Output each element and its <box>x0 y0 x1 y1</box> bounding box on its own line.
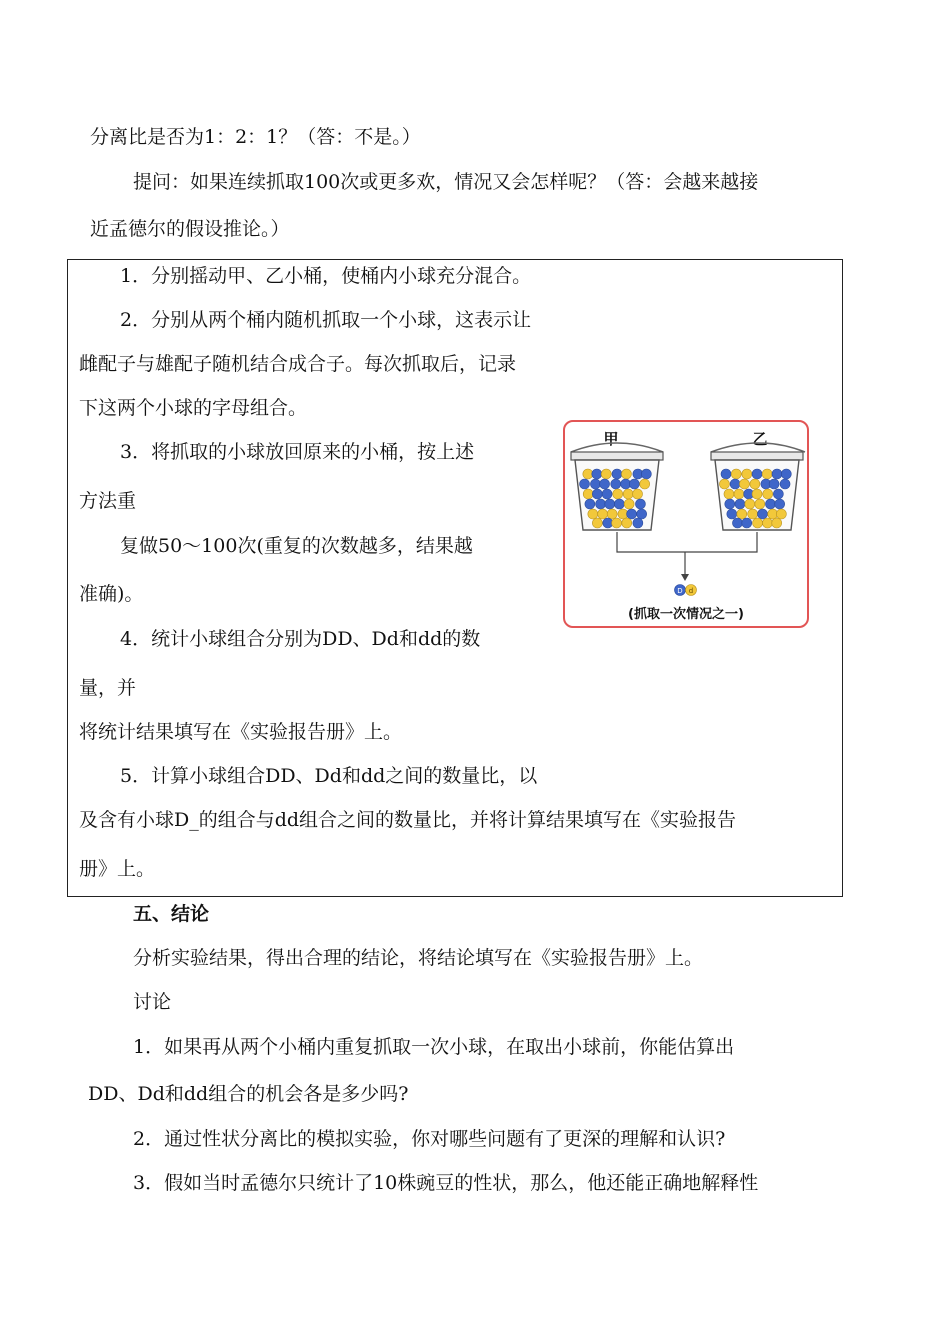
ball-dominant <box>611 479 621 489</box>
ball-dominant <box>590 479 600 489</box>
intro-line-3: 近孟德尔的假设推论。） <box>90 218 290 240</box>
connector-line <box>617 532 757 552</box>
ball-recessive <box>607 509 617 519</box>
ball-dominant <box>580 479 590 489</box>
ball-recessive <box>750 479 760 489</box>
bucket-diagram <box>565 422 807 626</box>
step-2-line-1: 2．分别从两个桶内随机抓取一个小球，这表示让 <box>120 309 532 331</box>
ball-dominant <box>721 469 731 479</box>
ball-recessive <box>742 469 752 479</box>
ball-recessive <box>745 499 755 509</box>
ball-recessive <box>731 469 741 479</box>
ball-recessive <box>601 469 611 479</box>
step-2-line-2: 雌配子与雄配子随机结合成合子。每次抓取后，记录 <box>79 353 517 375</box>
ball-dominant <box>633 518 643 528</box>
question-1-line-1: 1．如果再从两个小桶内重复抓取一次小球，在取出小球前，你能估算出 <box>133 1036 735 1058</box>
ball-dominant <box>742 518 752 528</box>
ball-recessive <box>623 489 633 499</box>
ball-dominant <box>735 499 745 509</box>
ball-dominant <box>641 469 651 479</box>
ball-dominant <box>596 499 606 509</box>
conclusion-text: 分析实验结果，得出合理的结论，将结论填写在《实验报告册》上。 <box>133 947 704 969</box>
step-3-line-3: 复做50～100次(重复的次数越多，结果越 <box>120 535 473 557</box>
discussion-heading: 讨论 <box>133 991 172 1013</box>
ball-dominant <box>605 499 615 509</box>
ball-recessive <box>583 489 593 499</box>
ball-dominant <box>603 518 613 528</box>
ball-dominant <box>637 509 647 519</box>
step-5-line-1: 5．计算小球组合DD、Dd和dd之间的数量比，以 <box>120 765 538 787</box>
ball-dominant <box>585 499 595 509</box>
ball-recessive <box>752 489 762 499</box>
ball-dominant <box>772 469 782 479</box>
ball-dominant <box>780 479 790 489</box>
ball-recessive <box>762 518 772 528</box>
section-heading-conclusion: 五、结论 <box>133 903 210 925</box>
ball-recessive <box>737 509 747 519</box>
bucket-right <box>711 443 805 530</box>
ball-dominant <box>781 469 791 479</box>
picked-ball-dominant-label: D <box>677 587 683 595</box>
ball-recessive <box>588 509 598 519</box>
ball-recessive <box>772 518 782 528</box>
bucket-figure <box>563 420 809 628</box>
step-2-line-3: 下这两个小球的字母组合。 <box>79 397 308 419</box>
ball-dominant <box>775 499 785 509</box>
ball-dominant <box>765 499 775 509</box>
ball-recessive <box>762 469 772 479</box>
ball-dominant <box>732 518 742 528</box>
step-4-line-2: 量，并 <box>79 677 137 699</box>
ball-dominant <box>752 469 762 479</box>
step-5-line-3: 册》上。 <box>79 858 156 880</box>
ball-recessive <box>592 518 602 528</box>
step-4-line-3: 将统计结果填写在《实验报告册》上。 <box>79 721 403 743</box>
ball-dominant <box>627 509 637 519</box>
ball-recessive <box>624 499 634 509</box>
step-5-line-2: 及含有小球D_的组合与dd组合之间的数量比，并将计算结果填写在《实验报告 <box>79 809 737 831</box>
ball-recessive <box>753 518 763 528</box>
ball-recessive <box>613 489 623 499</box>
ball-recessive <box>612 518 622 528</box>
label-left: 甲 <box>603 430 619 448</box>
ball-dominant <box>600 479 610 489</box>
arrow-head <box>681 574 689 581</box>
ball-recessive <box>633 489 643 499</box>
ball-recessive <box>748 509 758 519</box>
ball-dominant <box>769 479 779 489</box>
intro-line-2: 提问：如果连续抓取100次或更多欢，情况又会怎样呢？（答：会越来越接 <box>133 171 759 193</box>
ball-dominant <box>592 469 602 479</box>
ball-recessive <box>763 489 773 499</box>
step-1: 1．分别摇动甲、乙小桶，使桶内小球充分混合。 <box>120 265 532 287</box>
intro-line-1: 分离比是否为1：2：1？（答：不是。） <box>90 126 421 148</box>
question-3: 3．假如当时孟德尔只统计了10株豌豆的性状，那么，他还能正确地解释性 <box>133 1172 759 1194</box>
ball-recessive <box>640 479 650 489</box>
ball-dominant <box>629 479 639 489</box>
ball-dominant <box>602 489 612 499</box>
step-4-line-1: 4．统计小球组合分别为DD、Dd和dd的数 <box>120 628 481 650</box>
ball-dominant <box>727 509 737 519</box>
ball-recessive <box>739 479 749 489</box>
question-1-line-2: DD、Dd和dd组合的机会各是多少吗? <box>88 1083 409 1105</box>
ball-dominant <box>635 499 645 509</box>
ball-recessive <box>583 469 593 479</box>
ball-dominant <box>773 489 783 499</box>
label-right: 乙 <box>752 430 768 448</box>
figure-caption: (抓取一次情况之一) <box>628 607 744 622</box>
ball-recessive <box>776 509 786 519</box>
ball-dominant <box>725 499 735 509</box>
ball-recessive <box>719 479 729 489</box>
ball-recessive <box>734 489 744 499</box>
ball-recessive <box>621 469 631 479</box>
step-3-line-1: 3．将抓取的小球放回原来的小桶，按上述 <box>120 441 475 463</box>
ball-recessive <box>598 509 608 519</box>
ball-dominant <box>758 509 768 519</box>
ball-dominant <box>730 479 740 489</box>
ball-recessive <box>755 499 765 509</box>
ball-recessive <box>724 489 734 499</box>
step-3-line-4: 准确)。 <box>79 583 144 605</box>
ball-recessive <box>622 518 632 528</box>
ball-dominant <box>612 469 622 479</box>
ball-dominant <box>592 489 602 499</box>
bucket-left <box>571 443 663 530</box>
ball-dominant <box>614 499 624 509</box>
picked-ball-recessive-label: d <box>688 587 694 595</box>
question-2: 2．通过性状分离比的模拟实验，你对哪些问题有了更深的理解和认识? <box>133 1128 726 1150</box>
step-3-line-2: 方法重 <box>79 490 137 512</box>
